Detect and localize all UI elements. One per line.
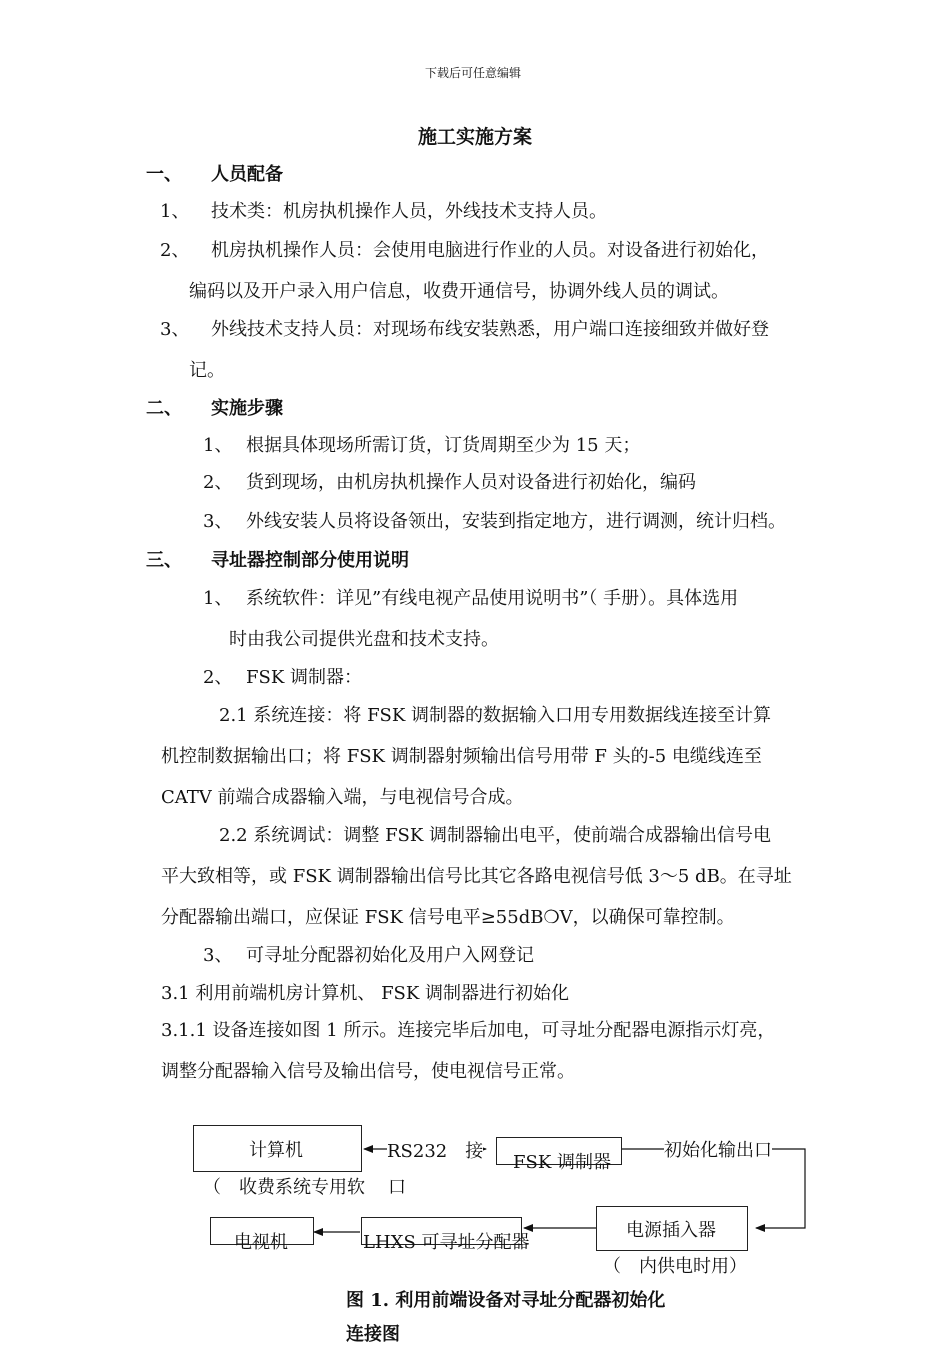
- figure-caption-line-1: 图 1. 利用前端设备对寻址分配器初始化: [346, 1290, 666, 1311]
- section-3-heading: 寻址器控制部分使用说明: [211, 550, 409, 571]
- s1-item-3-line-1: 外线技术支持人员：对现场布线安装熟悉，用户端口连接细致并做好登: [211, 319, 769, 340]
- rs232-label: RS232 接: [387, 1141, 484, 1162]
- header-note: 下载后可任意编辑: [425, 66, 522, 80]
- tv-label: 电视机: [234, 1232, 288, 1253]
- s2-item-1-number: 1、: [203, 435, 233, 456]
- s1-item-1-text: 技术类：机房执机操作人员，外线技术支持人员。: [211, 201, 607, 222]
- paragraph-3-1-1-line-2: 调整分配器输入信号及输出信号，使电视信号正常。: [161, 1061, 575, 1082]
- s1-item-3-line-2: 记。: [189, 360, 225, 381]
- s2-item-1-text: 根据具体现场所需订货，订货周期至少为 15 天；: [246, 435, 641, 456]
- s1-item-3-number: 3、: [160, 319, 190, 340]
- power-injector-label: 电源插入器: [626, 1220, 716, 1241]
- paragraph-2-1-line-3: CATV 前端合成器输入端，与电视信号合成。: [161, 787, 524, 808]
- s3-item-2-text: FSK 调制器：: [246, 667, 362, 688]
- section-1-heading: 人员配备: [211, 164, 283, 185]
- section-1-number: 一、: [146, 164, 182, 185]
- document-title: 施工实施方案: [418, 126, 533, 148]
- s2-item-2-text: 货到现场，由机房执机操作人员对设备进行初始化，编码: [246, 472, 696, 493]
- s3-item-3-text: 可寻址分配器初始化及用户入网登记: [246, 945, 534, 966]
- paragraph-2-1-line-2: 机控制数据输出口；将 FSK 调制器射频输出信号用带 F 头的-5 电缆线连至: [161, 746, 762, 767]
- paragraph-2-2-line-3: 分配器输出端口，应保证 FSK 信号电平≥55dB❍V，以确保可靠控制。: [161, 907, 735, 928]
- s3-item-1-number: 1、: [203, 588, 233, 609]
- lhxs-distributor-label: LHXS 可寻址分配器: [363, 1232, 530, 1253]
- port-label: 口: [388, 1177, 406, 1198]
- paragraph-3-1: 3.1 利用前端机房计算机、 FSK 调制器进行初始化: [161, 983, 570, 1004]
- s3-item-3-number: 3、: [203, 945, 233, 966]
- paragraph-3-1-1-line-1: 3.1.1 设备连接如图 1 所示。连接完毕后加电，可寻址分配器电源指示灯亮，: [161, 1020, 776, 1041]
- s3-item-1-line-1: 系统软件：详见”有线电视产品使用说明书”（ 手册）。具体选用: [246, 588, 739, 609]
- section-2-heading: 实施步骤: [211, 398, 283, 419]
- s2-item-2-number: 2、: [203, 472, 233, 493]
- init-output-label: 初始化输出口: [664, 1140, 772, 1161]
- s1-item-2-line-1: 机房执机操作人员：会使用电脑进行作业的人员。对设备进行初始化，: [211, 240, 769, 261]
- power-injector-note: （ 内供电时用）: [603, 1256, 747, 1277]
- section-2-number: 二、: [146, 398, 182, 419]
- billing-software-label: （ 收费系统专用软: [203, 1177, 365, 1198]
- fsk-modulator-label: FSK 调制器: [513, 1152, 611, 1173]
- s1-item-2-number: 2、: [160, 240, 190, 261]
- s2-item-3-number: 3、: [203, 511, 233, 532]
- figure-caption-line-2: 连接图: [346, 1324, 400, 1345]
- paragraph-2-2-line-1: 2.2 系统调试：调整 FSK 调制器输出电平，使前端合成器输出信号电: [219, 825, 772, 846]
- s2-item-3-text: 外线安装人员将设备领出，安装到指定地方，进行调测，统计归档。: [246, 511, 786, 532]
- paragraph-2-1-line-1: 2.1 系统连接：将 FSK 调制器的数据输入口用专用数据线连接至计算: [219, 705, 772, 726]
- s3-item-1-line-2: 时由我公司提供光盘和技术支持。: [229, 629, 499, 650]
- computer-label: 计算机: [249, 1140, 303, 1161]
- s1-item-2-line-2: 编码以及开户录入用户信息，收费开通信号，协调外线人员的调试。: [189, 281, 729, 302]
- paragraph-2-2-line-2: 平大致相等，或 FSK 调制器输出信号比其它各路电视信号低 3～5 dB。在寻址: [161, 866, 792, 887]
- s3-item-2-number: 2、: [203, 667, 233, 688]
- section-3-number: 三、: [146, 550, 182, 571]
- s1-item-1-number: 1、: [160, 201, 190, 222]
